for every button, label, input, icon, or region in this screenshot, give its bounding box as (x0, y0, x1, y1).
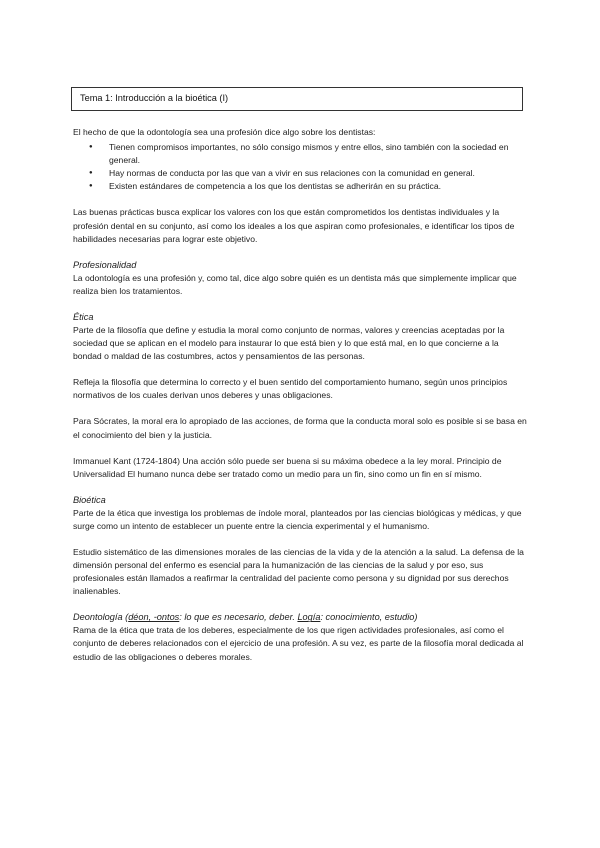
section-heading-etica: Ética (73, 311, 94, 322)
list-item: ● Existen estándares de competencia a los que los dentistas se adherirán en su práctica. (109, 180, 528, 193)
document-body (73, 126, 528, 677)
section-heading-bioetica: Bioética (73, 494, 106, 505)
etica-paragraph-2: Refleja la filosofía que determina lo correcto y el buen sentido del comportamiento humano, según unos principios normativos de los cuales derivan unos deberes y unas obligaciones. (73, 377, 508, 401)
etymology-term-logia: Logía (297, 612, 321, 623)
deontologia-paragraph: Rama de la ética que trata de los deberes, especialmente de los que rigen actividades profesionales, así como el conjunto de deberes relacionados con el ejercicio de una profesión. A su vez, es parte de la filosofía moral dedicada al estudio de las obligaciones o deberes morales. (73, 625, 524, 662)
profesionalidad-paragraph: La odontología es una profesión y, como tal, dice algo sobre quién es un dentista más que simplemente implicar que realiza bien los tratamientos. (73, 272, 517, 296)
intro-paragraph: El hecho de que la odontología sea una profesión dice algo sobre los dentistas: (73, 127, 376, 137)
list-item: ● Hay normas de conducta por las que van a vivir en sus relaciones con la comunidad en general. (109, 167, 528, 180)
etymology-end: : conocimiento, estudio) (320, 612, 418, 623)
bioetica-paragraph-1: Parte de la ética que investiga los problemas de índole moral, planteados por las ciencias biológicas y médicas, y que surge como un intento de establecer un puente entre la ciencia experimental y el humanismo. (73, 507, 522, 531)
etica-paragraph-4: Immanuel Kant (1724-1804) Una acción sólo puede ser buena si su máxima obedece a la ley moral. Principio de Universalidad El humano nunca debe ser tratado como un medio para un fin, sino como un fin en sí mismo. (73, 455, 502, 479)
buenas-practicas-paragraph: Las buenas prácticas busca explicar los valores con los que están comprometidos los dentistas individuales y la profesión dental en su conjunto, así como los ideales a los que aspiran como profesionales, e identificar los tipos de habilidades necesarias para lograr este objetivo. (73, 207, 515, 244)
etica-paragraph-1: Parte de la filosofía que define y estudia la moral como conjunto de normas, valores y creencias aceptadas por la sociedad que se aplican en el modelo para instaurar lo que está bien y lo que está mal, en lo que concierne a la bondad o maldad de las costumbres, actos y pensamientos de las personas. (73, 324, 505, 362)
title-box (71, 87, 523, 111)
etica-paragraph-3: Para Sócrates, la moral era lo apropiado de las acciones, de forma que la conducta moral solo es posible si se basa en el conocimiento del bien y la justicia. (73, 416, 527, 440)
section-heading-profesionalidad: Profesionalidad (73, 259, 137, 270)
deontologia-title: Deontología (73, 612, 123, 623)
etymology-open: ( (125, 612, 129, 623)
bullet-list (73, 141, 528, 193)
page-title: Tema 1: Introducción a la bioética (I) (80, 93, 229, 103)
bioetica-paragraph-2: Estudio sistemático de las dimensiones morales de las ciencias de la vida y de la atención a la salud. La defensa de la dimensión personal del enfermo es esencial para la humanización de las ciencias de la salud y por eso, sus profesionales están llamados a reafirmar la centralidad del paciente como persona y su dignidad por sus derechos inalienables. (73, 546, 524, 597)
list-item: ● Tienen compromisos importantes, no sólo consigo mismos y entre ellos, sino también con la sociedad en general. (109, 141, 528, 167)
etymology-middle: : lo que es necesario, deber. (179, 612, 298, 623)
section-heading-deontologia (73, 611, 528, 624)
etymology-term-deon: déon, -ontos (128, 612, 180, 623)
